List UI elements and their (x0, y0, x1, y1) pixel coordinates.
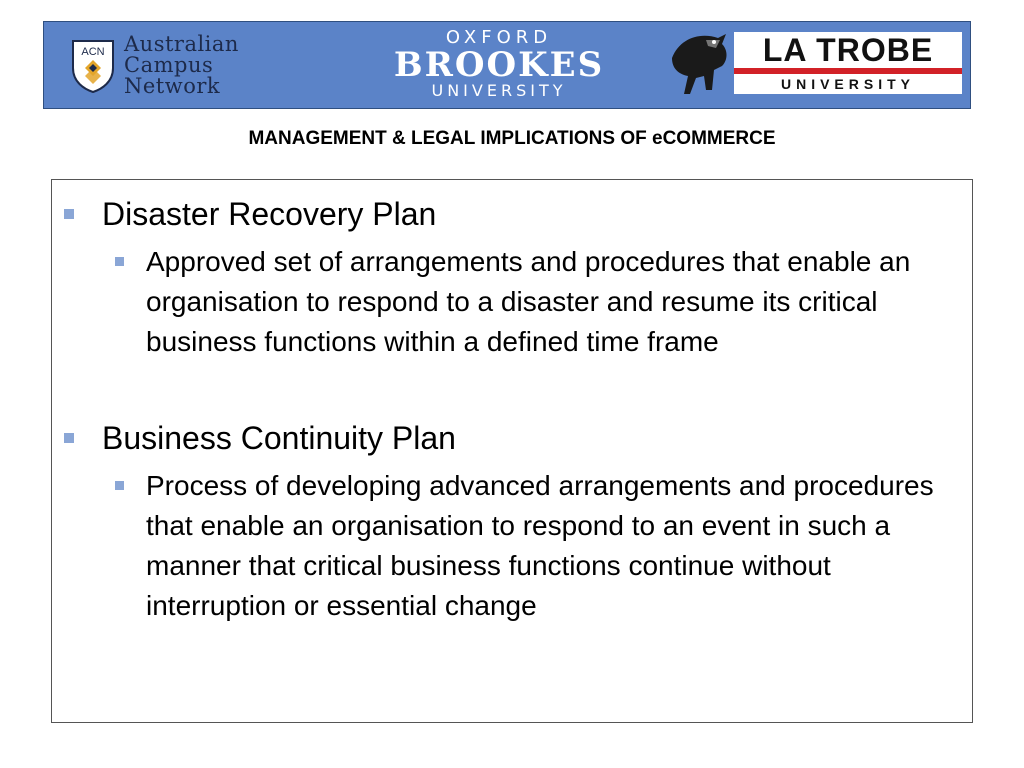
oxford-brookes-top: OXFORD (445, 27, 553, 48)
acn-line-2: Campus (124, 53, 214, 77)
bullet-level1 (102, 418, 972, 458)
la-trobe-title: LA TROBE (734, 32, 962, 68)
acn-initials: ACN (81, 46, 105, 58)
slide-heading: MANAGEMENT & LEGAL IMPLICATIONS OF eCOMMERCE (248, 128, 776, 149)
acn-line-1: Australian (124, 32, 239, 56)
square-bullet-icon (64, 433, 74, 443)
acn-logo (70, 34, 300, 100)
bullet-level2 (146, 466, 954, 626)
square-bullet-icon (115, 257, 124, 266)
logo-banner (43, 21, 971, 109)
oxford-brookes-logo (354, 28, 644, 100)
oxford-brookes-middle: BROOKES (393, 45, 605, 85)
section-disaster-recovery (52, 194, 972, 362)
square-bullet-icon (64, 209, 74, 219)
content-box (51, 179, 973, 723)
square-bullet-icon (115, 481, 124, 490)
acn-shield-icon (70, 38, 116, 94)
section-detail: Approved set of arrangements and procedures that enable an organisation to respond to a disaster and resume its critical business functions within a defined time frame (146, 246, 911, 357)
bullet-level2 (146, 242, 954, 362)
la-trobe-subtitle: UNIVERSITY (734, 74, 962, 94)
la-trobe-eagle-icon (666, 28, 732, 100)
bullet-level1 (102, 194, 972, 234)
section-title: Business Continuity Plan (102, 420, 456, 456)
section-title: Disaster Recovery Plan (102, 196, 437, 232)
section-detail: Process of developing advanced arrangements and procedures that enable an organisation to respond to an event in such a manner that critical business functions continue without interruption or essential change (146, 470, 934, 621)
oxford-brookes-bottom: UNIVERSITY (431, 81, 567, 100)
la-trobe-logo (666, 28, 966, 100)
acn-line-3: Network (124, 74, 221, 98)
acn-wordmark (124, 34, 239, 97)
section-business-continuity (52, 418, 972, 626)
